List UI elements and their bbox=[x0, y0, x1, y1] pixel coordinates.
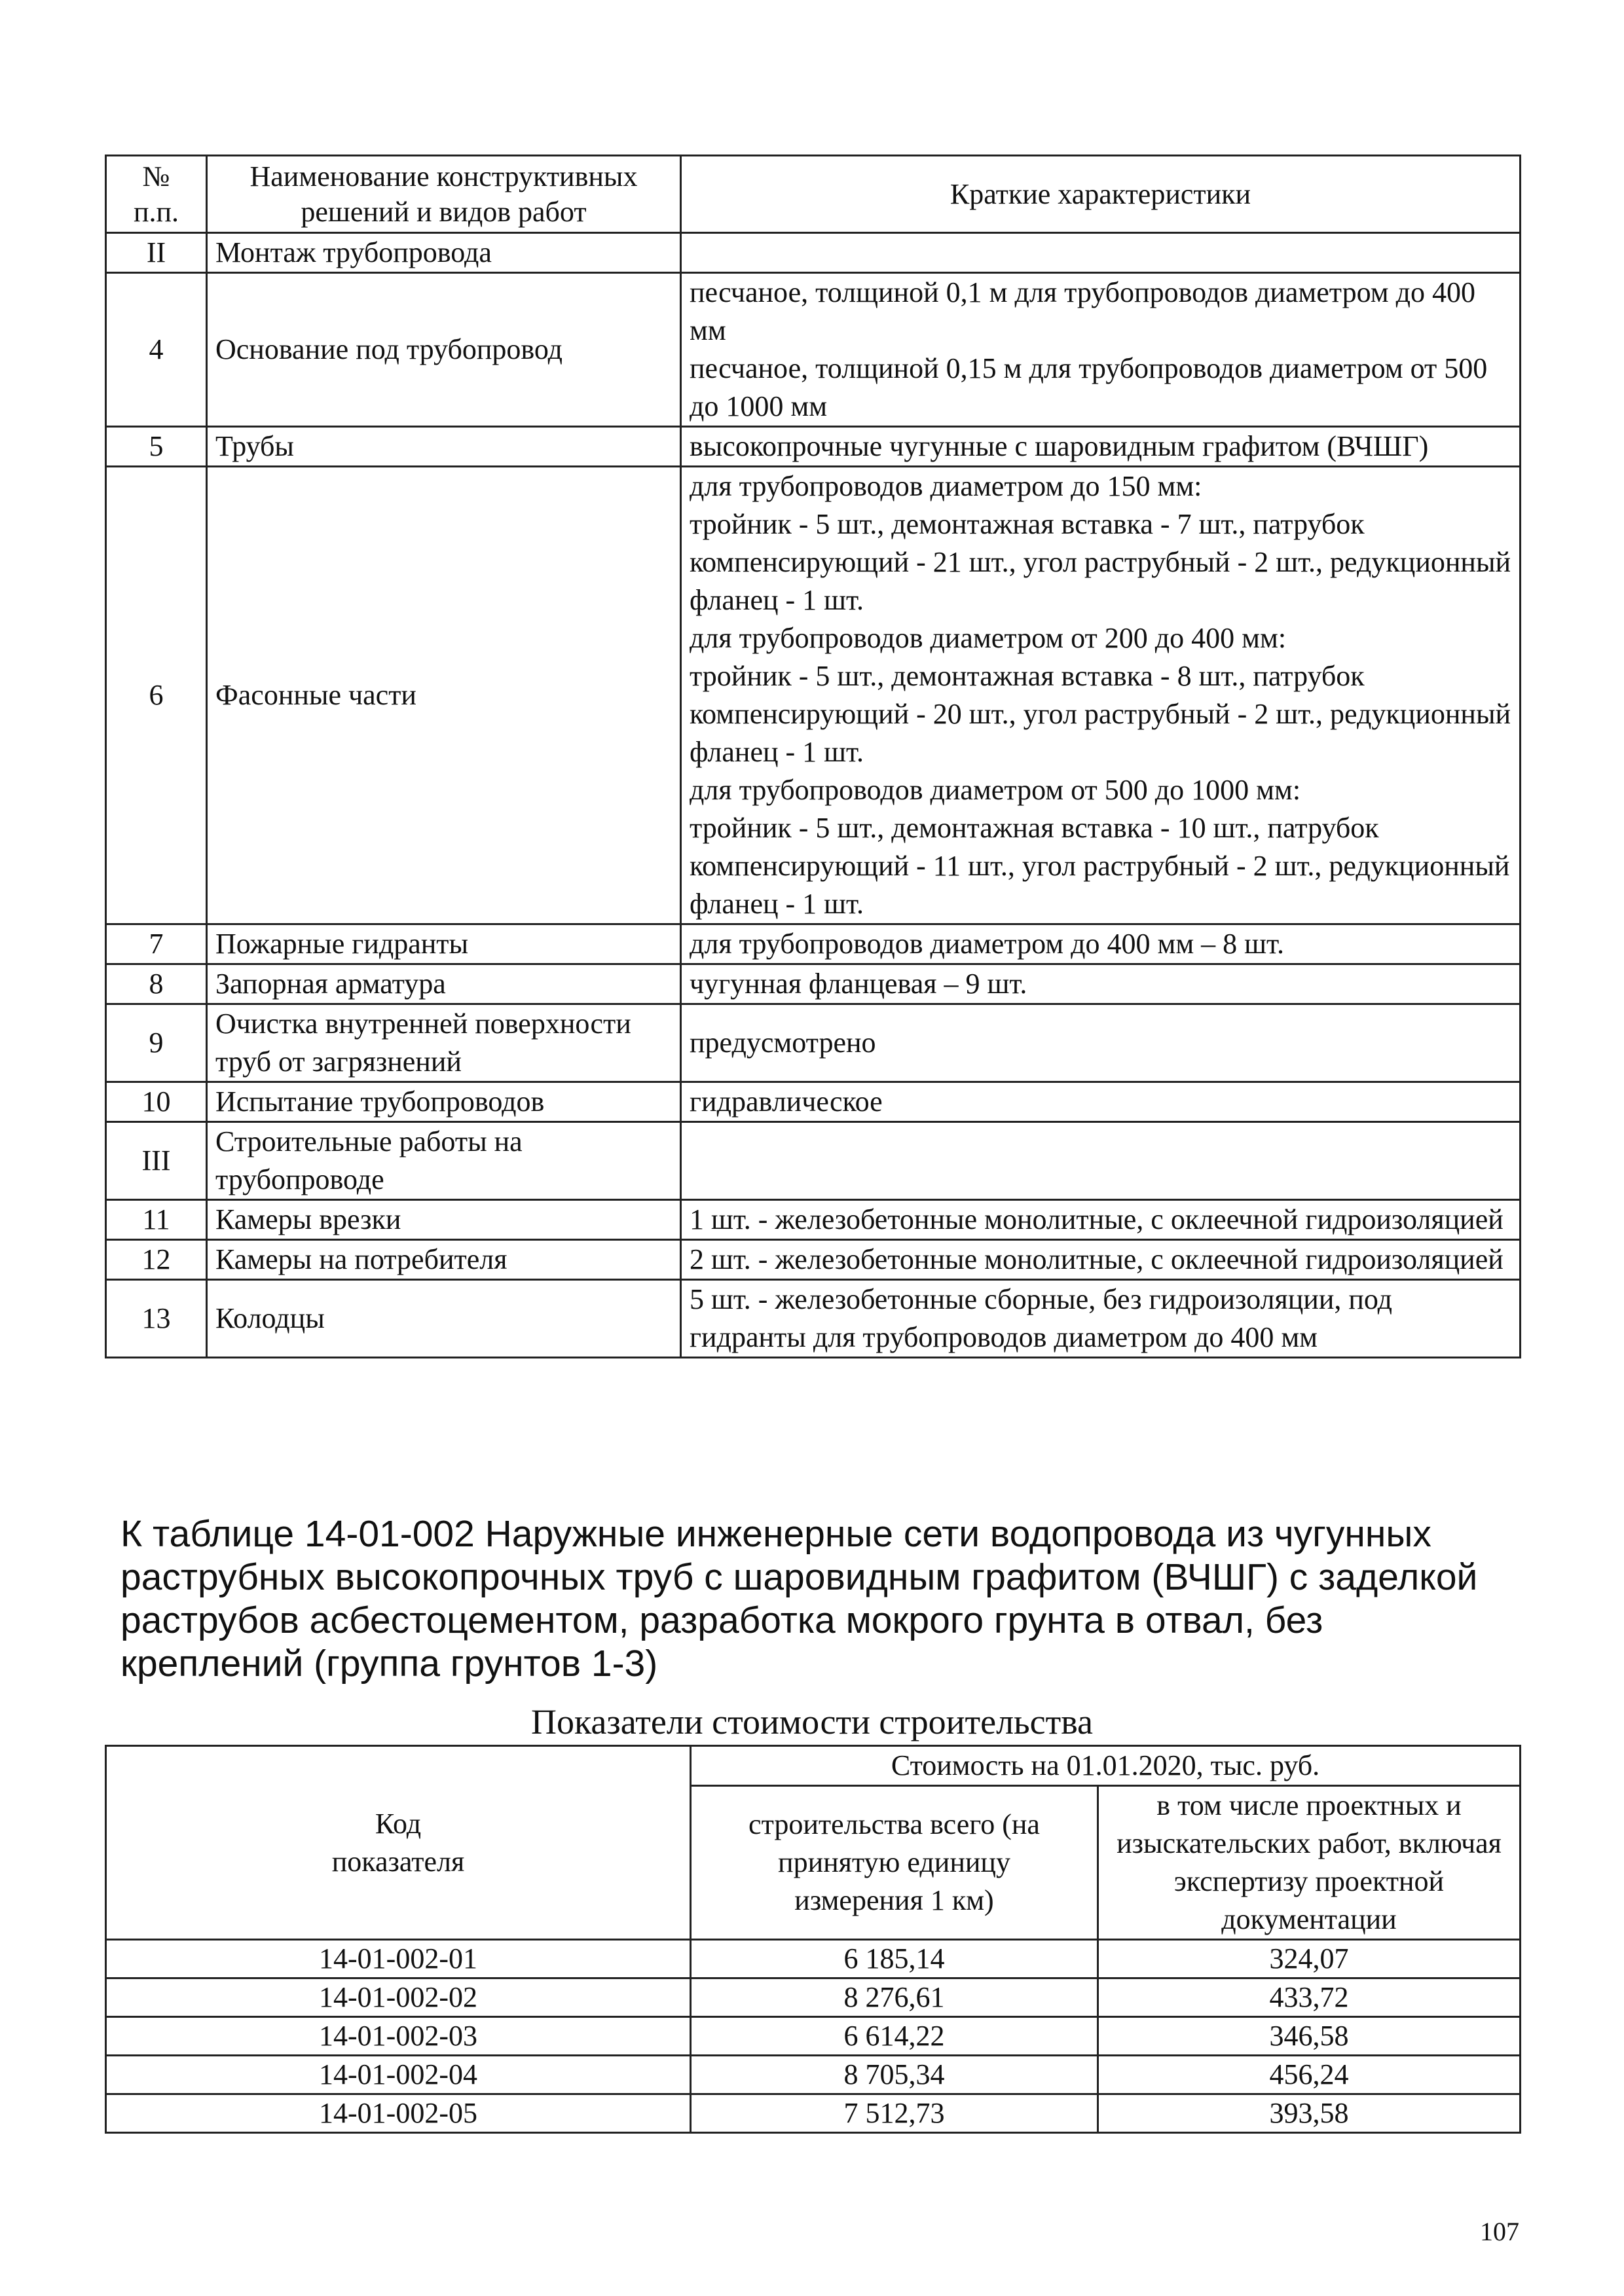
cell-total: 8 276,61 bbox=[691, 1978, 1098, 2017]
table-row bbox=[106, 1200, 1521, 1240]
cell-design: 433,72 bbox=[1098, 1978, 1521, 2017]
row-desc: 2 шт. - железобетонные монолитные, с оклеечной гидроизоляцией bbox=[681, 1240, 1521, 1280]
row-name: Запорная арматура bbox=[207, 964, 681, 1004]
table-row bbox=[106, 1280, 1521, 1358]
header-cost-group: Стоимость на 01.01.2020, тыс. руб. bbox=[691, 1746, 1521, 1786]
row-desc: 1 шт. - железобетонные монолитные, с оклеечной гидроизоляцией bbox=[681, 1200, 1521, 1240]
row-desc: для трубопроводов диаметром до 150 мм: тройник - 5 шт., демонтажная вставка - 7 шт., патрубок компенсирующий - 21 шт., угол раструбный - 2 шт., редукционный фланец - 1 шт. для трубопроводов диаметром от 200 до 400 мм: тройник - 5 шт., демонтажная вставка - 8 шт., патрубок компенсирующий - 20 шт., угол раструбный - 2 шт., редукционный фланец - 1 шт. для трубопроводов диаметром от 500 до 1000 мм: тройник - 5 шт., демонтажная вставка - 10 шт., патрубок компенсирующий - 11 шт., угол раструбный - 2 шт., редукционный фланец - 1 шт. bbox=[681, 467, 1521, 924]
table-row bbox=[106, 1978, 1521, 2017]
cost-table-title: Показатели стоимости строительства bbox=[530, 1702, 1093, 1741]
row-name: Пожарные гидранты bbox=[207, 924, 681, 964]
table-row bbox=[106, 964, 1521, 1004]
header-code: Код показателя bbox=[106, 1746, 691, 1940]
row-num: 11 bbox=[106, 1200, 207, 1240]
row-name: Строительные работы на трубопроводе bbox=[207, 1122, 681, 1200]
row-desc: чугунная фланцевая – 9 шт. bbox=[681, 964, 1521, 1004]
cell-total: 6 614,22 bbox=[691, 2017, 1098, 2056]
header-design: в том числе проектных и изыскательских работ, включая экспертизу проектной документации bbox=[1098, 1786, 1521, 1940]
row-name: Испытание трубопроводов bbox=[207, 1082, 681, 1122]
row-num: 10 bbox=[106, 1082, 207, 1122]
row-name: Очистка внутренней поверхности труб от загрязнений bbox=[207, 1004, 681, 1082]
table-row bbox=[106, 1082, 1521, 1122]
row-num: II bbox=[106, 233, 207, 273]
cell-code: 14-01-002-03 bbox=[106, 2017, 691, 2056]
row-name: Колодцы bbox=[207, 1280, 681, 1358]
cell-code: 14-01-002-01 bbox=[106, 1940, 691, 1978]
row-name: Основание под трубопровод bbox=[207, 273, 681, 427]
row-num: 12 bbox=[106, 1240, 207, 1280]
table-row bbox=[106, 2056, 1521, 2094]
row-num: 9 bbox=[106, 1004, 207, 1082]
cell-design: 324,07 bbox=[1098, 1940, 1521, 1978]
header-num: № п.п. bbox=[106, 156, 207, 233]
cell-design: 346,58 bbox=[1098, 2017, 1521, 2056]
table-row bbox=[106, 1940, 1521, 1978]
row-num: 4 bbox=[106, 273, 207, 427]
row-name: Камеры на потребителя bbox=[207, 1240, 681, 1280]
cell-total: 8 705,34 bbox=[691, 2056, 1098, 2094]
row-name: Трубы bbox=[207, 427, 681, 467]
header-total: строительства всего (на принятую единицу измерения 1 км) bbox=[691, 1786, 1098, 1940]
row-desc: для трубопроводов диаметром до 400 мм – 8 шт. bbox=[681, 924, 1521, 964]
cost-table bbox=[105, 1745, 1521, 2134]
row-num: 7 bbox=[106, 924, 207, 964]
table-row bbox=[106, 1004, 1521, 1082]
row-name: Камеры врезки bbox=[207, 1200, 681, 1240]
row-name: Фасонные части bbox=[207, 467, 681, 924]
table-row bbox=[106, 1122, 1521, 1200]
row-desc bbox=[681, 233, 1521, 273]
header-desc: Краткие характеристики bbox=[681, 156, 1521, 233]
row-num: 13 bbox=[106, 1280, 207, 1358]
table-row bbox=[106, 273, 1521, 427]
table-row bbox=[106, 2017, 1521, 2056]
row-desc: 5 шт. - железобетонные сборные, без гидроизоляции, под гидранты для трубопроводов диаметром до 400 мм bbox=[681, 1280, 1521, 1358]
cell-code: 14-01-002-02 bbox=[106, 1978, 691, 2017]
row-desc: гидравлическое bbox=[681, 1082, 1521, 1122]
table-row bbox=[106, 427, 1521, 467]
cell-design: 456,24 bbox=[1098, 2056, 1521, 2094]
row-desc: высокопрочные чугунные с шаровидным графитом (ВЧШГ) bbox=[681, 427, 1521, 467]
cell-total: 6 185,14 bbox=[691, 1940, 1098, 1978]
row-num: 6 bbox=[106, 467, 207, 924]
spec-table bbox=[105, 155, 1521, 1358]
row-desc bbox=[681, 1122, 1521, 1200]
table-row bbox=[106, 233, 1521, 273]
table-row bbox=[106, 1240, 1521, 1280]
row-desc: предусмотрено bbox=[681, 1004, 1521, 1082]
row-num: 8 bbox=[106, 964, 207, 1004]
row-desc: песчаное, толщиной 0,1 м для трубопроводов диаметром до 400 мм песчаное, толщиной 0,15 м для трубопроводов диаметром от 500 до 1000 мм bbox=[681, 273, 1521, 427]
table-row bbox=[106, 467, 1521, 924]
cell-total: 7 512,73 bbox=[691, 2094, 1098, 2133]
row-num: 5 bbox=[106, 427, 207, 467]
page-number: 107 bbox=[1480, 2217, 1519, 2246]
cell-code: 14-01-002-04 bbox=[106, 2056, 691, 2094]
cell-design: 393,58 bbox=[1098, 2094, 1521, 2133]
row-name: Монтаж трубопровода bbox=[207, 233, 681, 273]
cell-code: 14-01-002-05 bbox=[106, 2094, 691, 2133]
table-row bbox=[106, 924, 1521, 964]
row-num: III bbox=[106, 1122, 207, 1200]
header-name: Наименование конструктивных решений и видов работ bbox=[207, 156, 681, 233]
table-row bbox=[106, 2094, 1521, 2133]
table-caption: К таблице 14-01-002 Наружные инженерные сети водопровода из чугунных раструбных высокопрочных труб с шаровидным графитом (ВЧШГ) с заделкой раструбов асбестоцементом, разработка мокрого грунта в отвал, без креплений (группа грунтов 1-3) bbox=[120, 1513, 1478, 1685]
